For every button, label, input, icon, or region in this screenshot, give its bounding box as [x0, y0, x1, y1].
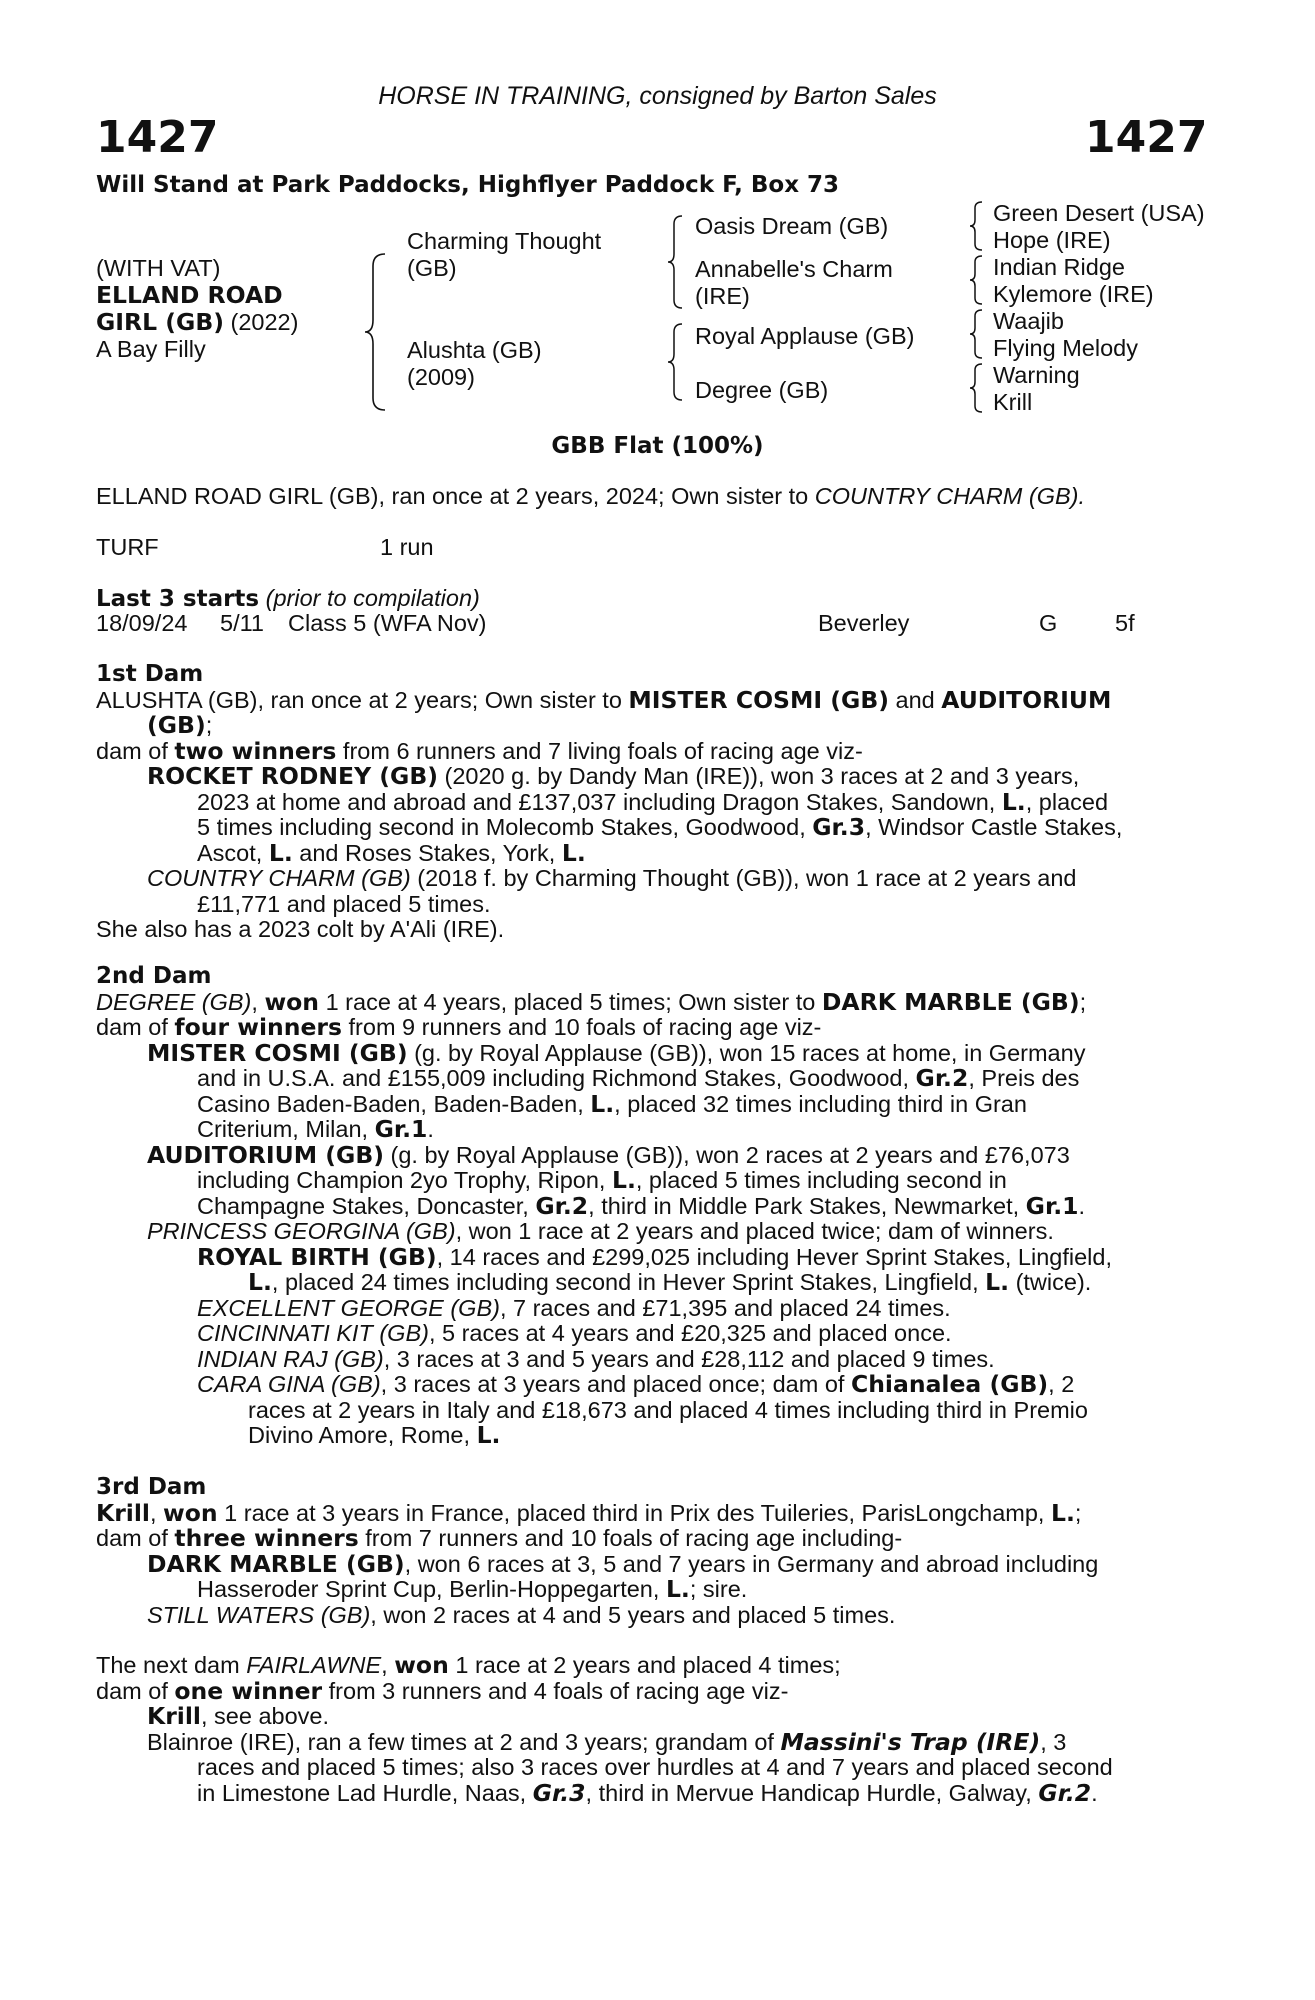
sire-name: Charming Thought: [407, 228, 602, 254]
second-dam-section: [96, 964, 1266, 1449]
gen3-name: Warning: [993, 362, 1080, 388]
horse-description: A Bay Filly: [96, 336, 206, 362]
lot-number-right: 1427: [1085, 112, 1208, 163]
progeny-line: Casino Baden-Baden, Baden-Baden, L., placed 32 times including third in Gran: [197, 1089, 1027, 1118]
second-dam-heading: 2nd Dam: [96, 963, 212, 989]
first-dam-line: dam of two winners from 6 runners and 7 living foals of racing age viz-: [96, 736, 863, 765]
grandprogeny-indian-raj: INDIAN RAJ (GB), 3 races at 3 and 5 years and £28,112 and placed 9 times.: [197, 1345, 995, 1372]
progeny-line: races and placed 5 times; also 3 races over hurdles at 4 and 7 years and placed second: [197, 1754, 1113, 1780]
progeny-dark-marble: DARK MARBLE (GB), won 6 races at 3, 5 and 7 years in Germany and abroad including: [147, 1549, 1099, 1578]
lot-number-left: 1427: [96, 112, 219, 163]
start-date: 18/09/24: [96, 610, 188, 636]
start-distance: 5f: [1115, 610, 1135, 636]
gen3-name: Indian Ridge: [993, 254, 1125, 280]
gen3-name: Flying Melody: [993, 335, 1138, 361]
dam-sire: Royal Applause (GB): [695, 323, 915, 349]
horse-name-line2: GIRL (GB): [96, 308, 224, 336]
gen3-name: Kylemore (IRE): [993, 281, 1154, 307]
gen3-name: Green Desert (USA): [993, 200, 1205, 226]
gen3-name: Hope (IRE): [993, 227, 1111, 253]
progeny-line: Criterium, Milan, Gr.1.: [197, 1115, 434, 1143]
third-dam-heading: 3rd Dam: [96, 1474, 207, 1500]
gen3-name: Waajib: [993, 308, 1064, 334]
rating: GBB Flat (100%): [551, 433, 764, 459]
last-starts-heading: [96, 586, 480, 613]
progeny-line: 2023 at home and abroad and £137,037 including Dragon Stakes, Sandown, L., placed: [197, 787, 1109, 816]
progeny-country-charm: COUNTRY CHARM (GB) (2018 f. by Charming Thought (GB)), won 1 race at 2 years and: [147, 865, 1077, 891]
pedigree-brace-sire: [668, 214, 684, 310]
next-dam-section: [96, 1653, 1266, 1806]
sire-origin: (GB): [407, 255, 457, 281]
first-dam-line: (GB);: [147, 711, 213, 739]
pedigree-sire: [407, 228, 601, 282]
first-dam-line: ALUSHTA (GB), ran once at 2 years; Own sister to MISTER COSMI (GB) and AUDITORIUM: [96, 685, 1112, 714]
pedigree-brace-g3-1: [970, 200, 984, 252]
third-dam-line: dam of three winners from 7 runners and 10 foals of racing age including-: [96, 1524, 903, 1552]
summary-sister: COUNTRY CHARM (GB).: [814, 483, 1086, 509]
dam-name: Alushta (GB): [407, 337, 542, 363]
progeny-line: including Champion 2yo Trophy, Ripon, L., placed 5 times including second in: [197, 1166, 1007, 1194]
progeny-krill: Krill, see above.: [147, 1702, 330, 1730]
vat-note: (WITH VAT): [96, 255, 221, 281]
record-runs: 1 run: [380, 534, 434, 560]
summary-text: ELLAND ROAD GIRL (GB), ran once at 2 years, 2024; Own sister to: [96, 483, 815, 509]
consignment-header: HORSE IN TRAINING, consigned by Barton Sales: [378, 82, 937, 110]
progeny-line: Champagne Stakes, Doncaster, Gr.2, third in Middle Park Stakes, Newmarket, Gr.1.: [197, 1191, 1086, 1220]
sire-dam-origin: (IRE): [695, 283, 750, 309]
second-dam-line: DEGREE (GB), won 1 race at 4 years, placed 5 times; Own sister to DARK MARBLE (GB);: [96, 987, 1087, 1016]
progeny-line: Hasseroder Sprint Cup, Berlin-Hoppegarten, L.; sire.: [197, 1575, 748, 1603]
next-dam-line: dam of one winner from 3 runners and 4 foals of racing age viz-: [96, 1676, 789, 1705]
start-race: Class 5 (WFA Nov): [288, 610, 487, 636]
next-dam-line: The next dam FAIRLAWNE, won 1 race at 2 years and placed 4 times;: [96, 1651, 841, 1679]
horse-year: (2022): [230, 309, 299, 335]
progeny-princess-georgina: PRINCESS GEORGINA (GB), won 1 race at 2 years and placed twice; dam of winners.: [147, 1218, 1054, 1244]
stand-location: Will Stand at Park Paddocks, Highflyer Paddock F, Box 73: [96, 172, 840, 198]
start-position: 5/11: [220, 610, 264, 636]
grandprogeny-cincinnati-kit: CINCINNATI KIT (GB), 5 races at 4 years and £20,325 and placed once.: [197, 1320, 952, 1346]
progeny-line: L., placed 24 times including second in Hever Sprint Stakes, Lingfield, L. (twice).: [248, 1268, 1092, 1296]
sire-dam: [695, 256, 893, 310]
last-starts-title: Last 3 starts: [96, 586, 260, 612]
progeny-line: 5 times including second in Molecomb Stakes, Goodwood, Gr.3, Windsor Castle Stakes,: [197, 813, 1123, 841]
progeny-blainroe: Blainroe (IRE), ran a few times at 2 and 3 years; grandam of Massini's Trap (IRE), 3: [147, 1727, 1067, 1756]
pedigree-brace-g3-2: [970, 254, 984, 306]
progeny-still-waters: STILL WATERS (GB), won 2 races at 4 and 5 years and placed 5 times.: [147, 1601, 896, 1628]
pedigree-brace-g3-4: [970, 362, 984, 414]
progeny-line: Divino Amore, Rome, L.: [248, 1421, 501, 1449]
dam-year: (2009): [407, 364, 475, 390]
horse-info: [96, 255, 298, 363]
dam-dam: Degree (GB): [695, 377, 829, 403]
first-dam-section: [96, 662, 1266, 943]
last-starts-note: (prior to compilation): [265, 585, 480, 611]
sire-sire: Oasis Dream (GB): [695, 213, 889, 239]
gen3-name: Krill: [993, 389, 1033, 415]
horse-name-line1: ELLAND ROAD: [96, 281, 283, 309]
grandprogeny-excellent-george: EXCELLENT GEORGE (GB), 7 races and £71,395 and placed 24 times.: [197, 1294, 951, 1321]
pedigree-gen3: [993, 200, 1205, 416]
progeny-line: in Limestone Lad Hurdle, Naas, Gr.3, third in Mervue Handicap Hurdle, Galway, Gr.2.: [197, 1778, 1098, 1807]
progeny-line: races at 2 years in Italy and £18,673 and placed 4 times including third in Premio: [248, 1396, 1088, 1423]
third-dam-section: [96, 1475, 1266, 1628]
first-dam-also: She also has a 2023 colt by A'Ali (IRE).: [96, 916, 505, 942]
progeny-rocket-rodney: ROCKET RODNEY (GB) (2020 g. by Dandy Man (IRE)), won 3 races at 2 and 3 years,: [147, 762, 1080, 790]
pedigree-dam: [407, 337, 542, 391]
third-dam-line: Krill, won 1 race at 3 years in France, placed third in Prix des Tuileries, ParisLongchamp, L.;: [96, 1498, 1082, 1527]
second-dam-line: dam of four winners from 9 runners and 10 foals of racing age viz-: [96, 1013, 822, 1041]
progeny-line: and in U.S.A. and £155,009 including Richmond Stakes, Goodwood, Gr.2, Preis des: [197, 1064, 1080, 1092]
grandprogeny-cara-gina: CARA GINA (GB), 3 races at 3 years and placed once; dam of Chianalea (GB), 2: [197, 1370, 1075, 1398]
pedigree-brace-g3-3: [970, 308, 984, 360]
start-going: G: [1039, 610, 1058, 636]
first-dam-heading: 1st Dam: [96, 661, 204, 687]
sire-dam-name: Annabelle's Charm: [695, 256, 893, 282]
progeny-mister-cosmi: MISTER COSMI (GB) (g. by Royal Applause (GB)), won 15 races at home, in Germany: [147, 1038, 1086, 1067]
grandprogeny-royal-birth: ROYAL BIRTH (GB), 14 races and £299,025 including Hever Sprint Stakes, Lingfield,: [197, 1242, 1113, 1271]
pedigree-brace-dam: [668, 322, 684, 402]
progeny-line: £11,771 and placed 5 times.: [197, 890, 491, 917]
progeny-line: Ascot, L. and Roses Stakes, York, L.: [197, 838, 586, 867]
start-course: Beverley: [818, 610, 910, 636]
pedigree-brace-main: [365, 252, 387, 412]
record-surface: TURF: [96, 534, 159, 560]
summary: [96, 484, 1085, 510]
progeny-auditorium: AUDITORIUM (GB) (g. by Royal Applause (GB)), won 2 races at 2 years and £76,073: [147, 1140, 1070, 1169]
